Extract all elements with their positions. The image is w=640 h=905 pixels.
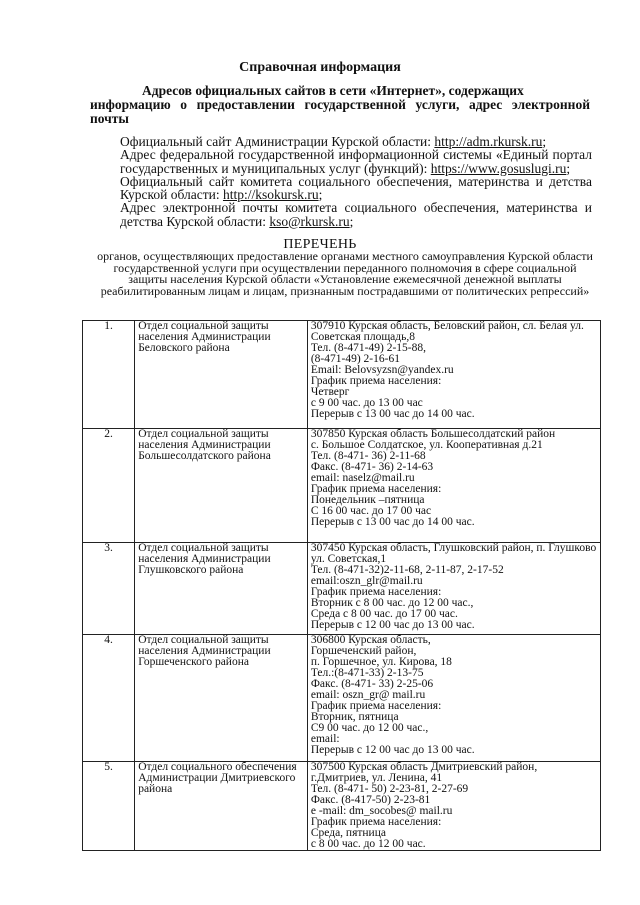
office-row (83, 762, 601, 851)
section-heading (90, 84, 590, 126)
office-contact-line: Перерыв с 13 00 час до 14 00 час. (310, 408, 475, 420)
list-subtitle: органов, осуществляющих предоставление органами местного самоуправления Курской области государственной услуги при осуществлении переданного полномочия в сфере социальной защиты населения Курской области «Установление ежемесячной денежной выплаты реабилитированным лицам и лицам, признанным пострадавшими от политических репрессий» (97, 249, 593, 298)
offices-table-body (83, 321, 601, 851)
office-contact-line: С9 00 час. до 12 00 час., (310, 722, 429, 734)
office-name: Отдел социальной защиты населения Администрации Глушковского района (135, 543, 308, 635)
committee-site-paragraph: Официальный сайт комитета социального обеспечения, материнства и детства Курской области: http://ksokursk.ru; (120, 173, 592, 203)
office-contact-line: 307450 Курская область, Глушковский район, п. Глушково ул. Советская,1 (310, 542, 597, 565)
portal-link[interactable]: https://www.gosuslugi.ru (430, 160, 567, 176)
admin-site-label: Официальный сайт Администрации Курской области: (120, 134, 431, 149)
office-contact-line: График приема населения: (310, 700, 442, 712)
office-contact-line: 307500 Курская область Дмитриевский район, г.Дмитриев, ул. Ленина, 41 (310, 761, 538, 784)
portal-label: Адрес федеральной государственной информационной системы «Единый портал государственных и муниципальных услуг (функций): (120, 147, 592, 176)
office-number: 2. (83, 429, 135, 543)
office-row (83, 429, 601, 543)
office-contact-line: с 8 00 час. до 12 00 час. (310, 838, 426, 850)
office-contact-line: График приема населения: (310, 816, 442, 828)
office-contact-line: с. Большое Солдатское, ул. Кооперативная д.21 (310, 439, 543, 451)
office-number: 5. (83, 762, 135, 851)
office-contact-line: 307850 Курская область Большесолдатский район (310, 428, 556, 440)
office-contact-line: Среда с 8 00 час. до 17 00 час. (310, 608, 458, 620)
office-contact-line: Тел. (8-471-49) 2-15-88, (310, 342, 427, 354)
office-row (83, 635, 601, 762)
heading-line-2: информацию о предоставлении государственной услуги, адрес электронной почты (90, 97, 590, 126)
office-number: 3. (83, 543, 135, 635)
office-contact-line: Факс. (8-471- 33) 2-25-06 (310, 678, 434, 690)
office-contacts (307, 635, 600, 762)
office-contacts (307, 762, 600, 851)
page-title: Справочная информация (239, 60, 401, 75)
portal-paragraph: Адрес федеральной государственной информационной системы «Единый портал государственных и муниципальных услуг (функций): https://www.gosuslugi.ru; (120, 147, 592, 176)
office-contact-line: 307910 Курская область, Беловский район, сл. Белая ул. Советская площадь,8 (310, 320, 584, 343)
office-contact-line: График приема населения: (310, 375, 442, 387)
office-contacts (307, 543, 600, 635)
office-contact-line: Тел. (8-471-32)2-11-68, 2-11-87, 2-17-52 (310, 564, 504, 576)
committee-email-label: Адрес электронной почты комитета социального обеспечения, материнства и детства Курской области: (120, 200, 592, 229)
office-contact-line: Четверг (310, 386, 350, 398)
committee-email-link[interactable]: kso@rkursk.ru (269, 213, 350, 229)
office-contact-line: email: (310, 733, 340, 745)
admin-site-link[interactable]: http://adm.rkursk.ru (434, 134, 543, 149)
office-name: Отдел социальной защиты населения Администрации Большесолдатского района (135, 429, 308, 543)
committee-site-link[interactable]: http://ksokursk.ru (222, 187, 319, 203)
office-contact-line: с 9 00 час. до 13 00 час (310, 397, 423, 409)
office-contact-line: Перерыв с 12 00 час до 13 00 час. (310, 744, 475, 756)
office-name: Отдел социальной защиты населения Администрации Горшеченского района (135, 635, 308, 762)
office-contact-line: Email: Belovsyzsn@yandex.ru (310, 364, 454, 376)
office-contact-line: Среда, пятница (310, 827, 386, 839)
office-name: Отдел социальной защиты населения Администрации Беловского района (135, 321, 308, 429)
office-contact-line: С 16 00 час. до 17 00 час (310, 505, 432, 517)
office-contacts (307, 321, 600, 429)
heading-line-1: Адресов официальных сайтов в сети «Интернет», содержащих (142, 83, 524, 98)
offices-table (82, 320, 601, 851)
office-contact-line: Перерыв с 12 00 час до 13 00 час. (310, 619, 475, 631)
office-row (83, 321, 601, 429)
committee-email-paragraph: Адрес электронной почты комитета социального обеспечения, материнства и детства Курской области: kso@rkursk.ru; (120, 200, 592, 229)
office-contact-line: Факс. (8-471- 36) 2-14-63 (310, 461, 434, 473)
office-contact-line: Вторник, пятница (310, 711, 399, 723)
office-contact-line: email:oszn_glr@mail.ru (310, 575, 423, 587)
office-contact-line: email: naselz@mail.ru (310, 472, 415, 484)
office-contact-line: Тел. (8-471- 36) 2-11-68 (310, 450, 426, 462)
office-contact-line: email: oszn_gr@ mail.ru (310, 689, 426, 701)
office-contact-line: Перерыв с 13 00 час до 14 00 час. (310, 516, 475, 528)
office-name: Отдел социального обеспечения Администрации Дмитриевского района (135, 762, 308, 851)
office-contact-line: Тел. (8-471- 50) 2-23-81, 2-27-69 (310, 783, 469, 795)
admin-site-paragraph: Официальный сайт Администрации Курской области: http://adm.rkursk.ru; (120, 134, 547, 149)
office-contact-line: График приема населения: (310, 586, 442, 598)
office-contact-line: п. Горшечное, ул. Кирова, 18 (310, 656, 452, 668)
office-number: 4. (83, 635, 135, 762)
committee-site-label: Официальный сайт комитета социального обеспечения, материнства и детства Курской области: (120, 173, 592, 203)
office-contact-line: е -mail: dm_socobes@ mail.ru (310, 805, 453, 817)
office-contacts (307, 429, 600, 543)
office-contact-line: Факс. (8-417-50) 2-23-81 (310, 794, 431, 806)
office-contact-line: (8-471-49) 2-16-61 (310, 353, 400, 365)
office-contact-line: Горшеченский район, (310, 645, 417, 657)
office-contact-line: Вторник с 8 00 час. до 12 00 час., (310, 597, 474, 609)
office-row (83, 543, 601, 635)
office-contact-line: Понедельник –пятница (310, 494, 425, 506)
office-number: 1. (83, 321, 135, 429)
list-title: ПЕРЕЧЕНЬ (283, 237, 357, 252)
office-contact-line: 306800 Курская область, (310, 634, 431, 646)
official-sites-info (90, 135, 592, 228)
office-contact-line: График приема населения: (310, 483, 442, 495)
office-contact-line: Тел.:(8-471-33) 2-13-75 (310, 667, 424, 679)
